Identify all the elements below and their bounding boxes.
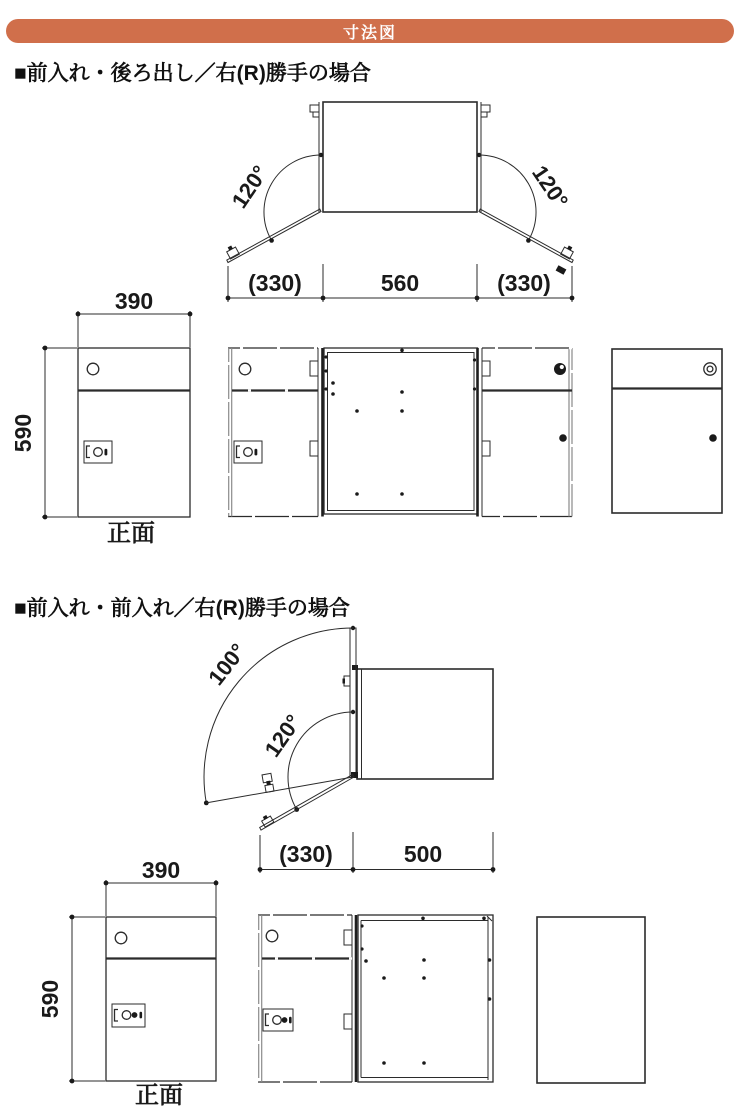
s2-width-label: 390 <box>141 857 181 883</box>
s1-plan-hinge-left-icon <box>310 105 319 117</box>
s1-plan-box <box>323 102 477 212</box>
header-title: 寸法図 <box>342 24 397 42</box>
s2b-keyhole-icon <box>266 930 278 942</box>
s1-rear-view <box>612 349 722 513</box>
s1-width-label: 390 <box>114 288 154 314</box>
s2-unfolded-view <box>258 915 493 1082</box>
s1b-lock-icon <box>234 441 262 463</box>
s2-plan-view <box>203 626 495 873</box>
s2-height-label: 590 <box>37 979 63 1019</box>
s2a-keyhole-icon <box>115 932 127 944</box>
s1-angle-left-label: 120° <box>226 160 273 213</box>
s1b-hinge-top-right-icon <box>482 361 490 376</box>
s1-plan-dimensions <box>226 264 575 302</box>
s1-height-dimension <box>10 346 77 520</box>
s2-angle-outer-label: 100° <box>203 638 251 691</box>
s1b-cylinder-lock-back-icon <box>554 363 566 375</box>
s2b-hinge-top-icon <box>344 930 352 945</box>
s2-plan-door-closed <box>350 628 356 778</box>
s2-height-dimension <box>37 915 105 1084</box>
s1b-hinge-bottom-icon <box>310 441 318 456</box>
s2a-lock-icon <box>112 1004 145 1027</box>
s1-front-caption: 正面 <box>107 520 155 547</box>
s2b-hinge-bottom-icon <box>344 1014 352 1029</box>
s1-width-dimension <box>76 288 193 347</box>
s1-plan-door-left <box>227 209 321 262</box>
s1b-keyhole-icon <box>239 363 251 375</box>
s1-dim-center: 560 <box>380 270 420 296</box>
s2b-lock-icon <box>263 1009 293 1031</box>
s2-dim-right: 500 <box>403 841 443 867</box>
s2-front-view <box>37 857 645 1109</box>
s1b-hinge-top-icon <box>310 361 318 376</box>
s1-dim-left: (330) <box>248 270 302 296</box>
s1-dim-right: (330) <box>497 270 551 296</box>
s2-angle-inner-label: 120° <box>259 709 307 762</box>
s2-front-caption: 正面 <box>135 1082 183 1109</box>
s1-angle-right-label: 120° <box>527 160 574 213</box>
section2-title: ■前入れ・前入れ／右(R)勝手の場合 <box>14 597 350 620</box>
s1-plan-hinge-right-icon <box>481 105 490 117</box>
section1-title: ■前入れ・後ろ出し／右(R)勝手の場合 <box>14 62 371 85</box>
s1a-keyhole-icon <box>87 363 99 375</box>
s1-plan-door-right <box>479 209 573 262</box>
s1-height-label: 590 <box>10 413 36 453</box>
s1c-cylinder-icon <box>704 363 716 375</box>
s2-plan-dimensions <box>258 832 496 873</box>
s1a-lock-icon <box>84 441 112 463</box>
s1-plan-view <box>225 102 575 302</box>
s2-plan-box <box>357 669 493 779</box>
s2-width-dimension <box>104 857 219 916</box>
s1b-latch-dot <box>559 434 567 442</box>
s2-latch-outer-icon <box>262 773 274 792</box>
s2-rear-view <box>537 917 645 1083</box>
s1-unfolded-view <box>228 348 572 517</box>
s1b-hinge-bottom-right-icon <box>482 441 490 456</box>
s1-front-view <box>10 288 722 547</box>
s2-dim-left: (330) <box>279 841 333 867</box>
